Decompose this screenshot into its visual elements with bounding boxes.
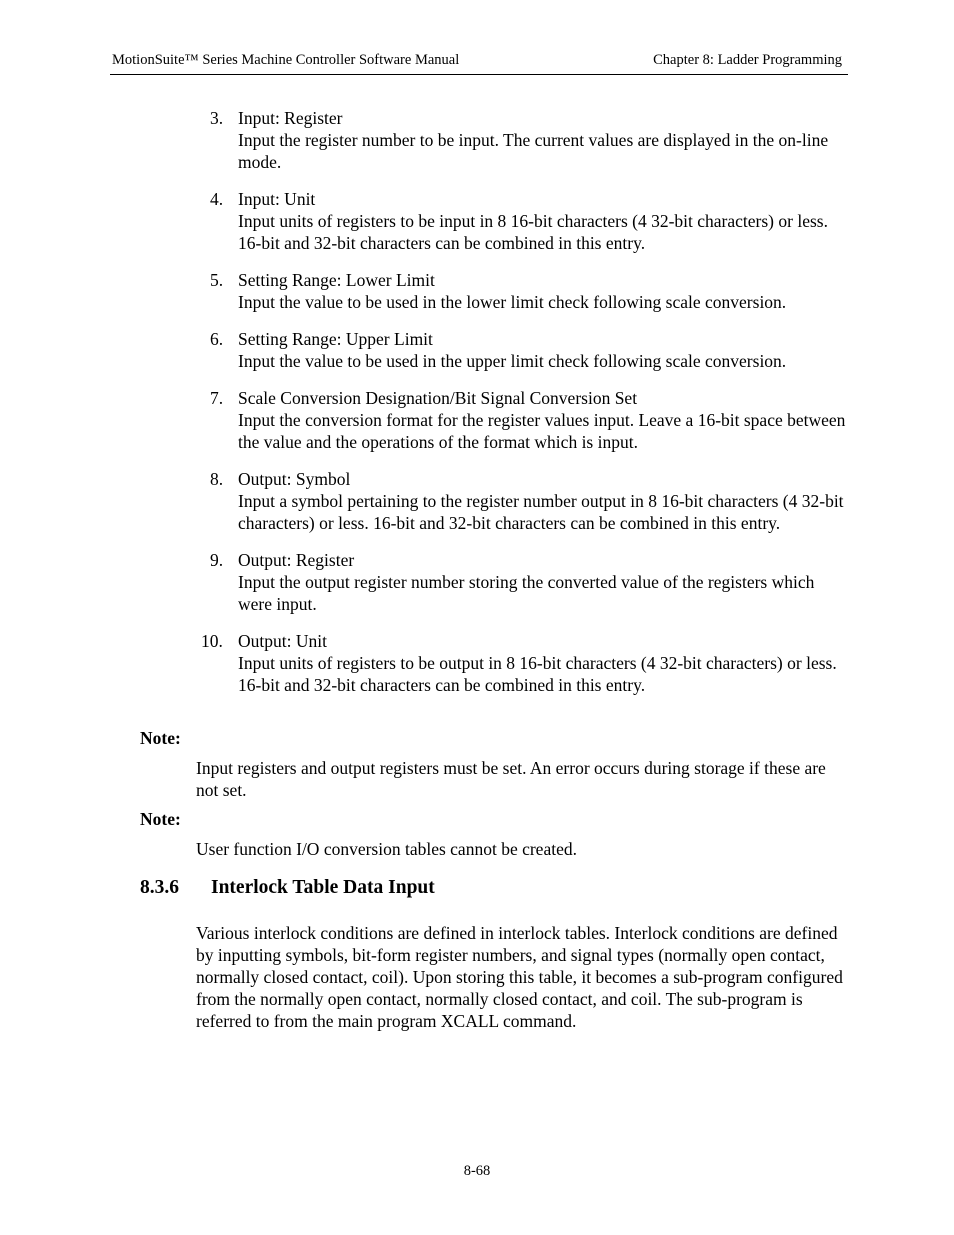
list-item-body: Input a symbol pertaining to the register number output in 8 16-bit characters (4 32-bit characters) or less. 16-bit and 32-bit characters can be combined in this entry. bbox=[238, 491, 844, 533]
list-item-title: Scale Conversion Designation/Bit Signal Conversion Set bbox=[238, 388, 638, 408]
list-item bbox=[0, 328, 954, 372]
section-title: Interlock Table Data Input bbox=[211, 877, 435, 898]
list-item-number: 3. bbox=[210, 108, 224, 128]
list-item-number: 6. bbox=[210, 329, 224, 349]
list-item-number: 7. bbox=[210, 388, 224, 408]
list-item-title: Output: Unit bbox=[238, 631, 327, 651]
header-manual-title: MotionSuite™ Series Machine Controller Software Manual bbox=[112, 52, 460, 68]
list-item-body: Input units of registers to be input in 8 16-bit characters (4 32-bit characters) or less. 16-bit and 32-bit characters can be combined in this entry. bbox=[238, 211, 828, 253]
list-item-title: Output: Register bbox=[238, 550, 355, 570]
list-item-title: Setting Range: Upper Limit bbox=[238, 329, 433, 349]
list-item bbox=[0, 107, 954, 173]
list-item-number: 4. bbox=[210, 189, 224, 209]
note-label: Note: bbox=[140, 809, 181, 829]
list-item-body: Input units of registers to be output in 8 16-bit characters (4 32-bit characters) or less. 16-bit and 32-bit characters can be combined in this entry. bbox=[238, 653, 837, 695]
list-item-body: Input the value to be used in the lower limit check following scale conversion. bbox=[238, 292, 787, 312]
list-item bbox=[0, 188, 954, 254]
list-item-title: Input: Unit bbox=[238, 189, 316, 209]
list-item-body: Input the value to be used in the upper limit check following scale conversion. bbox=[238, 351, 787, 371]
list-item-title: Setting Range: Lower Limit bbox=[238, 270, 435, 290]
list-item bbox=[0, 549, 954, 615]
note-text: Input registers and output registers must be set. An error occurs during storage if these are not set. bbox=[196, 758, 826, 800]
page-number: 8-68 bbox=[463, 1163, 491, 1179]
list-item bbox=[0, 269, 954, 313]
list-item bbox=[0, 468, 954, 534]
list-item-title: Output: Symbol bbox=[238, 469, 351, 489]
list-item-body: Input the conversion format for the register values input. Leave a 16-bit space between the value and the operations of the format which is input. bbox=[238, 410, 846, 452]
list-item-number: 9. bbox=[210, 550, 224, 570]
list-item bbox=[0, 387, 954, 453]
list-item-body: Input the register number to be input. The current values are displayed in the on-line mode. bbox=[238, 130, 829, 172]
header-divider bbox=[110, 74, 848, 75]
list-item-number: 10. bbox=[201, 631, 223, 651]
section-number: 8.3.6 bbox=[140, 877, 179, 898]
list-item bbox=[0, 630, 954, 696]
note-text: User function I/O conversion tables cannot be created. bbox=[196, 839, 577, 859]
list-item-body: Input the output register number storing the converted value of the registers which were input. bbox=[238, 572, 815, 614]
section-paragraph: Various interlock conditions are defined in interlock tables. Interlock conditions are defined by inputting symbols, bit-form register numbers, and signal types (normally open contact, normally closed contact, coil). Upon storing this table, it becomes a sub-program configured from the normally open contact, normally closed contact, and coil. The sub-program is referred to from the main program XCALL command. bbox=[196, 923, 843, 1031]
list-item-title: Input: Register bbox=[238, 108, 343, 128]
header-chapter-title: Chapter 8: Ladder Programming bbox=[653, 52, 842, 68]
note-label: Note: bbox=[140, 728, 181, 748]
list-item-number: 8. bbox=[210, 469, 224, 489]
list-item-number: 5. bbox=[210, 270, 224, 290]
numbered-list bbox=[0, 107, 954, 711]
